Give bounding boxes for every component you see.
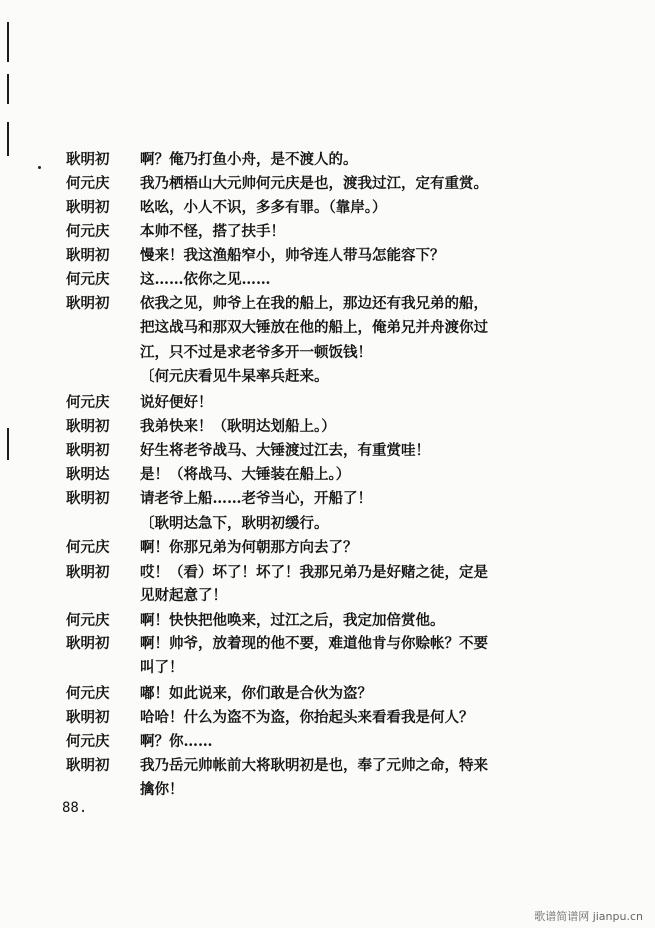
line-text: 慢来！我这渔船窄小，帅爷连人带马怎能容下？ [140, 247, 445, 264]
dialogue-line [0, 172, 655, 196]
dialogue-line [0, 609, 655, 633]
line-text: 哈哈！什么为盗不为盗，你抬起头来看看我是何人？ [140, 709, 474, 726]
line-text: 依我之见，帅爷上在我的船上，那边还有我兄弟的船， [140, 295, 488, 312]
line-text: 好生将老爷战马、大锤渡过江去，有重赏哇！ [140, 442, 430, 459]
speaker-name: 何元庆 [66, 175, 110, 192]
line-text: 请老爷上船……老爷当心，开船了！ [140, 490, 372, 507]
dialogue-line [0, 536, 655, 560]
speaker-name: 何元庆 [66, 685, 110, 702]
speaker-name: 耿明初 [66, 199, 110, 216]
speaker-name: 何元庆 [66, 271, 110, 288]
dialogue-line [0, 220, 655, 244]
speaker-name: 耿明初 [66, 418, 110, 435]
continuation-line [0, 656, 655, 680]
scan-edge-mark [7, 22, 9, 62]
line-text: 吆吆，小人不识，多多有罪。（靠岸。） [140, 199, 387, 216]
line-text: 嘟！如此说来，你们敢是合伙为盗？ [140, 685, 372, 702]
dialogue-line [0, 706, 655, 730]
dialogue-line [0, 244, 655, 268]
speaker-name: 耿明达 [66, 466, 110, 483]
dialogue-line [0, 754, 655, 778]
speaker-name: 耿明初 [66, 635, 110, 652]
speaker-name: 何元庆 [66, 539, 110, 556]
dialogue-line [0, 463, 655, 487]
watermark: 歌谱简谱网 jianpu.cn [534, 910, 643, 923]
dialogue-line [0, 268, 655, 292]
page-number: 88. [62, 800, 88, 816]
speaker-name: 耿明初 [66, 247, 110, 264]
dialogue-line [0, 415, 655, 439]
continuation-line [0, 778, 655, 802]
speaker-name: 何元庆 [66, 223, 110, 240]
line-text: 啊？你…… [140, 733, 213, 750]
speaker-name: 耿明初 [66, 757, 110, 774]
continuation-line [0, 584, 655, 608]
line-text: 哎！（看）坏了！坏了！我那兄弟乃是好赌之徒，定是 [140, 564, 488, 581]
line-text: 擒你！ [140, 781, 184, 798]
speaker-name: 何元庆 [66, 733, 110, 750]
line-text: 我乃岳元帅帐前大将耿明初是也，奉了元帅之命，特来 [140, 757, 488, 774]
stage-direction: 〔何元庆看见牛杲率兵赶来。 [140, 368, 329, 385]
scan-edge-mark [7, 74, 9, 104]
line-text: 我弟快来！（耿明达划船上。） [140, 418, 336, 435]
line-text: 这……依你之见…… [140, 271, 271, 288]
line-text: 啊！你那兄弟为何朝那方向去了？ [140, 539, 358, 556]
speaker-name: 耿明初 [66, 295, 110, 312]
line-text: 啊！快快把他唤来，过江之后，我定加倍赏他。 [140, 612, 445, 629]
continuation-line [0, 316, 655, 340]
line-text: 说好便好！ [140, 394, 213, 411]
speaker-name: 何元庆 [66, 394, 110, 411]
line-text: 啊！帅爷，放着现的他不要，难道他肯与你赊帐？不要 [140, 635, 488, 652]
dialogue-line [0, 561, 655, 585]
line-text: 江，只不过是求老爷多开一顿饭钱！ [140, 344, 372, 361]
dialogue-line [0, 682, 655, 706]
speaker-name: 耿明初 [66, 709, 110, 726]
line-text: 叫了！ [140, 659, 184, 676]
line-text: 把这战马和那双大锤放在他的船上，俺弟兄并舟渡你过 [140, 319, 488, 336]
continuation-line [0, 365, 655, 389]
dialogue-line [0, 196, 655, 220]
speaker-name: 耿明初 [66, 490, 110, 507]
line-text: 我乃栖梧山大元帅何元庆是也，渡我过江，定有重赏。 [140, 175, 488, 192]
dialogue-line [0, 487, 655, 511]
dialogue-line [0, 730, 655, 754]
speaker-name: 耿明初 [66, 151, 110, 168]
line-text: 是！（将战马、大锤装在船上。） [140, 466, 351, 483]
line-text: 见财起意了！ [140, 587, 227, 604]
continuation-line [0, 341, 655, 365]
continuation-line [0, 512, 655, 536]
speaker-name: 耿明初 [66, 564, 110, 581]
dialogue-line [0, 391, 655, 415]
speaker-name: 耿明初 [66, 442, 110, 459]
dialogue-line [0, 632, 655, 656]
speaker-name: 何元庆 [66, 612, 110, 629]
dialogue-line [0, 439, 655, 463]
line-text: 本帅不怪，搭了扶手！ [140, 223, 285, 240]
line-text: 啊？俺乃打鱼小舟，是不渡人的。 [140, 151, 358, 168]
stage-direction: 〔耿明达急下，耿明初缓行。 [140, 515, 329, 532]
dialogue-line [0, 292, 655, 316]
dialogue-line [0, 148, 655, 172]
